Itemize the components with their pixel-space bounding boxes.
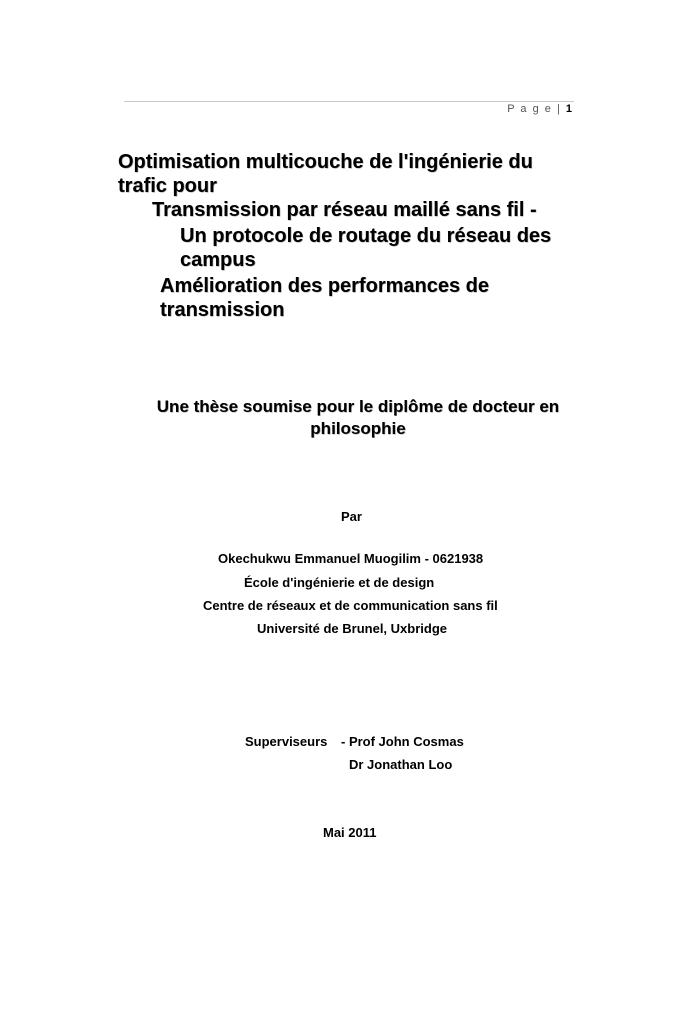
supervisor-1: - Prof John Cosmas [341,734,464,749]
header-rule [124,101,574,102]
author-name: Okechukwu Emmanuel Muogilim - 0621938 [218,551,484,566]
title-line-7: transmission [160,299,285,321]
centre-name: Centre de réseaux et de communication sans fil [203,598,498,613]
title-line-5: campus [180,249,256,271]
title-line-4: Un protocole de routage du réseau des [180,225,552,247]
by-label: Par [341,509,362,524]
school-name: École d'ingénierie et de design [244,575,435,590]
title-line-2: trafic pour [118,175,217,197]
page-number-value: 1 [565,103,572,115]
title-line-3: Transmission par réseau maillé sans fil - [152,199,537,221]
university-name: Université de Brunel, Uxbridge [257,621,447,636]
thesis-statement-line-2: philosophie [310,419,406,438]
thesis-statement-line-1: Une thèse soumise pour le diplôme de docteur en [156,397,560,416]
supervisors-label: Superviseurs [245,734,328,749]
title-line-1: Optimisation multicouche de l'ingénierie du [118,151,533,173]
submission-date: Mai 2011 [323,825,377,840]
page-number [507,103,572,115]
page-label: P a g e | [507,103,562,115]
title-line-6: Amélioration des performances de [160,275,489,297]
supervisor-2: Dr Jonathan Loo [349,757,453,772]
